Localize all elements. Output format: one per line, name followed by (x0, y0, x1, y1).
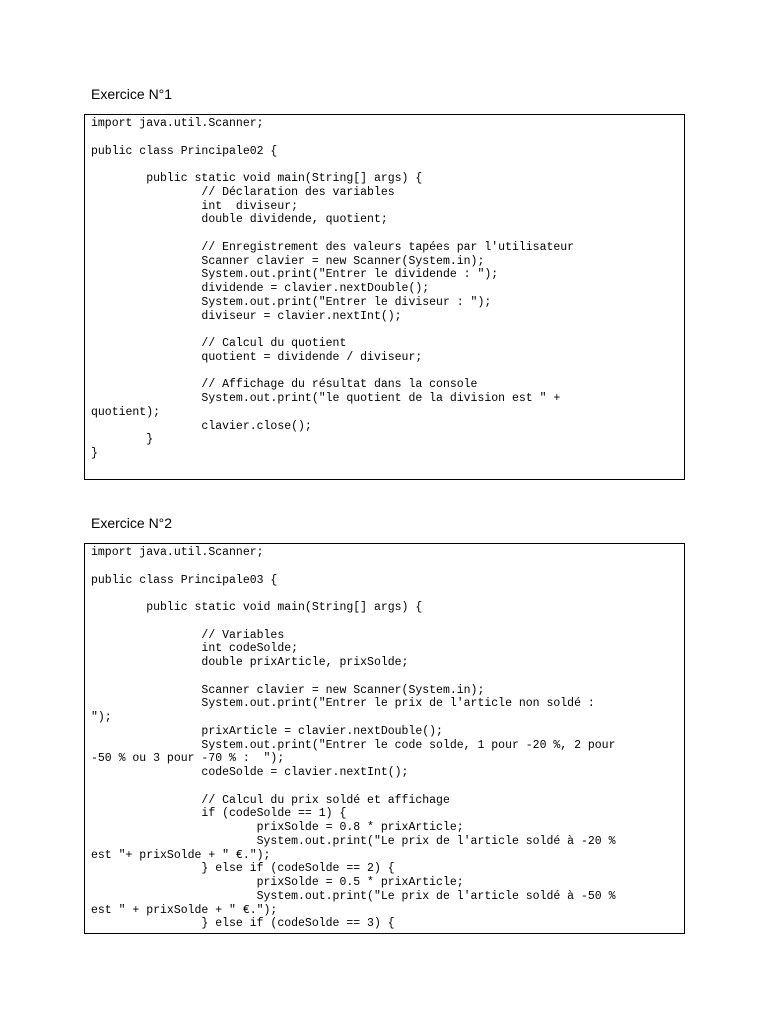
exercise-2-title: Exercice N°2 (91, 515, 173, 531)
exercise-1-code: import java.util.Scanner; public class Principale02 { public static void main(String[] args) { // Déclaration des variables int diviseur; double dividende, quotient; // Enregistrement des valeurs tapées par l'utilisateur Scanner clavier = new Scanner(System.in); System.out.print("Entrer le dividende : "); dividende = clavier.nextDouble(); System.out.print("Entrer le diviseur : "); diviseur = clavier.nextInt(); // Calcul du quotient quotient = dividende / diviseur; // Affichage du résultat dans la console System.out.print("le quotient de la division est " + quotient); clavier.close(); } } (91, 117, 575, 460)
exercise-2-code-box (84, 543, 685, 934)
exercise-2-code: import java.util.Scanner; public class Principale03 { public static void main(String[] args) { // Variables int codeSolde; double prixArticle, prixSolde; Scanner clavier = new Scanner(System.in); System.out.print("Entrer le prix de l'article non soldé : "); prixArticle = clavier.nextDouble(); System.out.print("Entrer le code solde, 1 pour -20 %, 2 pour -50 % ou 3 pour -70 % : "); codeSolde = clavier.nextInt(); // Calcul du prix soldé et affichage if (codeSolde == 1) { prixSolde = 0.8 * prixArticle; System.out.print("Le prix de l'article soldé à -20 % est "+ prixSolde + " €."); } else if (codeSolde == 2) { prixSolde = 0.5 * prixArticle; System.out.print("Le prix de l'article soldé à -50 % est " + prixSolde + " €."); } else if (codeSolde == 3) { (91, 546, 616, 931)
exercise-1-code-box (84, 114, 685, 480)
exercise-1-title: Exercice N°1 (91, 86, 173, 102)
